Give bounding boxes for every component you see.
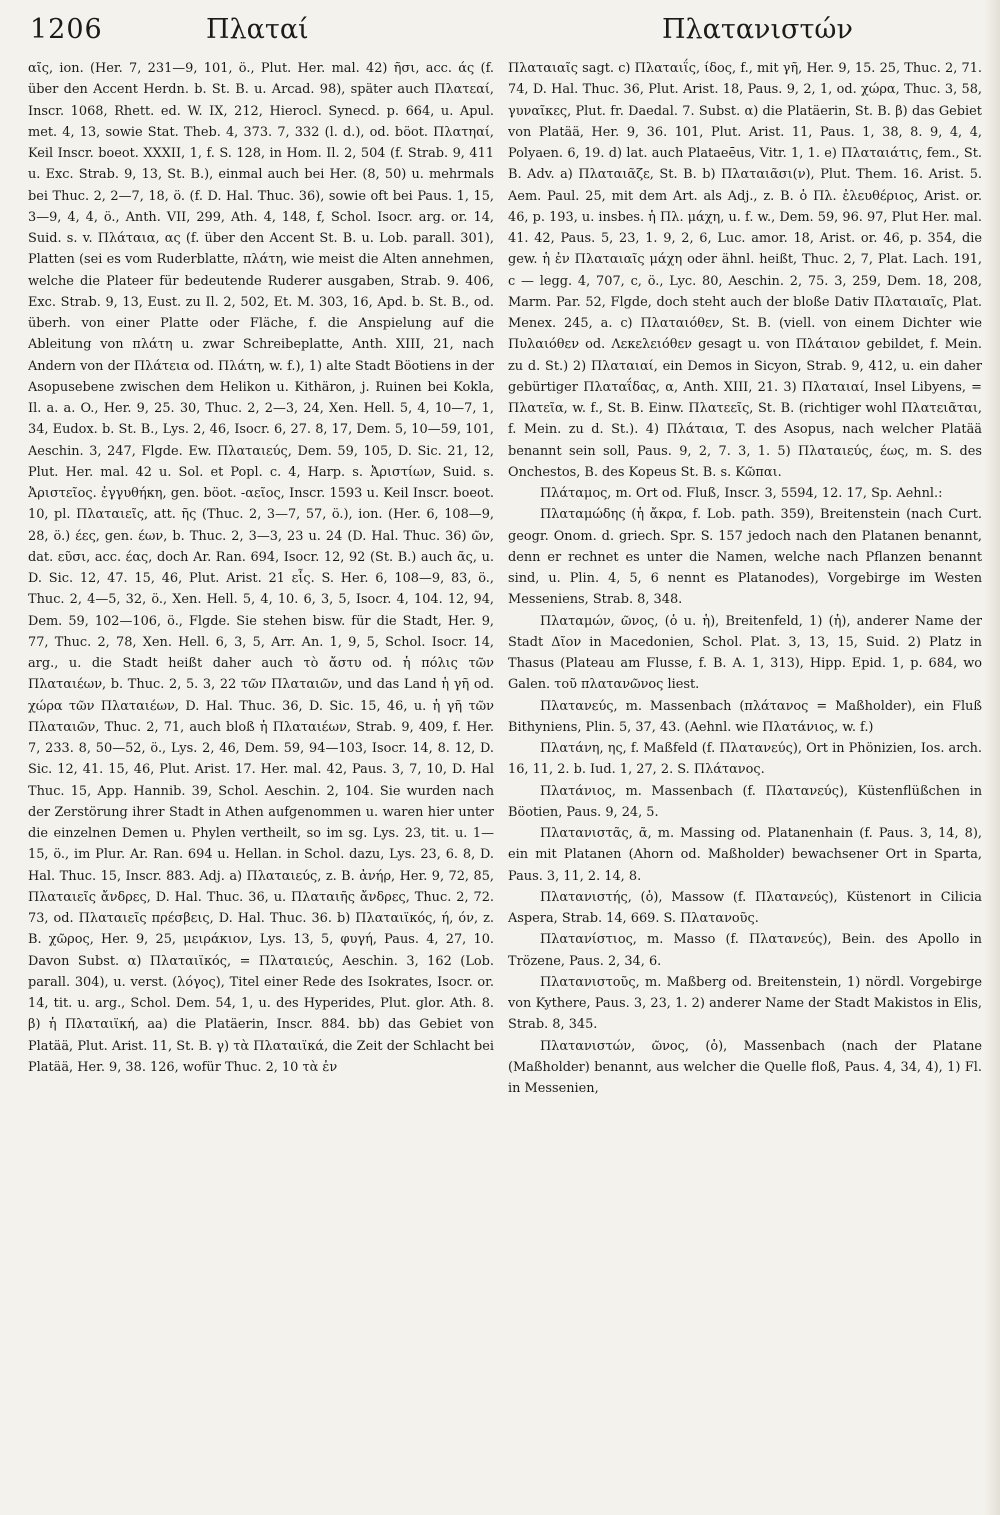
entry-platanistas: Πλατανιστᾶς, ᾶ, m. Massing od. Platanenhain (f. Paus. 3, 14, 8), ein mit Platanen (Ahorn od. Maßholder) bewachsener Ort in Sparta, Paus. 3, 11, 2. 14, 8. (508, 826, 982, 884)
page-header (30, 14, 980, 48)
entry-platanios: Πλατάνιος, m. Massenbach (f. Πλατανεύς), Küstenflüßchen in Böotien, Paus. 9, 24, 5. (508, 783, 982, 820)
page-number: 1206 (30, 14, 103, 45)
left-running-headword: Πλαταί (206, 14, 309, 45)
entry-platanistios: Πλατανίστιος, m. Masso (f. Πλατανεύς), Bein. des Apollo in Trözene, Paus. 2, 34, 6. (508, 932, 982, 969)
entry-platamodes: Πλαταμώδης (ἡ ἄκρα, f. Lob. path. 359), Breitenstein (nach Curt. geogr. Onom. d. griech. Spr. S. 157 jedoch nach den Platanen benannt, denn er rechnet es unter die Namen, welche nach Pflanzen benannt sind, u. Plin. 4, 5, 6 nennt es Platanodes), Vorgebirge im Westen Messeniens, Strab. 8, 348. (508, 507, 982, 608)
right-column (508, 58, 982, 1501)
entry-plataniston: Πλατανιστών, ῶνος, (ὁ), Massenbach (nach der Platane (Maßholder) benannt, aus welcher die Quelle floß, Paus. 4, 34, 4), 1) Fl. in Messenien, (508, 1038, 982, 1096)
page-edge-shadow (984, 0, 1000, 1515)
entry-text: αῖς, ion. (Her. 7, 231—9, 101, ö., Plut. Her. mal. 42) ῆσι, acc. άς (f. über den Accent Herdn. b. St. B. u. Arcad. 98), später auch Πλατεαί, Inscr. 1068, Rhett. ed. W. IX, 212, Hierocl. Synecd. p. 664, u. Apul. met. 4, 13, sowie Stat. Theb. 4, 373. 7, 332 (l. d.), od. böot. Πλατηαί, Keil Inscr. boeot. XXXII, 1, f. S. 128, in Hom. Il. 2, 504 (f. Strab. 9, 411 u. Exc. Strab. 9, 13, St. B.), einmal auch bei Her. (8, 50) u. mehrmals bei Thuc. 2, 2—7, 18, ö. (f. D. Hal. Thuc. 36), sowie oft bei Paus. 1, 15, 3—9, 4, 4, ö., Anth. VII, 299, Ath. 4, 148, f, Schol. Isocr. arg. or. 14, Suid. s. v. Πλάταια, ας (f. über den Accent St. B. u. Lob. parall. 301), Platten (sei es vom Ruderblatte, πλάτη, wie meist die Alten annehmen, welche die Plateer für bedeutende Ruderer ausgaben, Strab. 9. 406, Exc. Strab. 9, 13, Eust. zu Il. 2, 502, Et. M. 303, 16, Apd. b. St. B., od. überh. von einer Platte oder Fläche, f. die Anspielung auf die Ableitung von πλάτη u. zwar Schreibeplatte, Anth. XIII, 21, nach Andern von der Πλάτεια od. Πλάτη, w. f.), 1) alte Stadt Böotiens in der Asopusebene zwischen dem Helikon u. Kithäron, j. Ruinen bei Kokla, Il. a. a. O., Her. 9, 25. 30, Thuc. 2, 2—3, 24, Xen. Hell. 5, 4, 10—7, 1, 34, Eudox. b. St. B., Lys. 2, 46, Isocr. 6, 27. 8, 17, Dem. 5, 10—59, 101, Aeschin. 3, 247, Flgde. Ew. Πλαταιεύς, Dem. 59, 105, D. Sic. 21, 12, Plut. Her. mal. 42 u. Sol. et Popl. c. 4, Harp. s. Ἀριστίων, Suid. s. Ἀριστεῖος. ἐγγυθήκη, gen. böot. -αεῖος, Inscr. 1593 u. Keil Inscr. boeot. 10, pl. Πλαταιεῖς, att. ῆς (Thuc. 2, 3—7, 57, ö.), ion. (Her. 6, 108—9, 28, ö.) έες, gen. έων, b. Thuc. 2, 3—3, 23 u. 24 (D. Hal. Thuc. 36) ῶν, dat. εῦσι, acc. έας, doch Ar. Ran. 694, Isocr. 12, 92 (St. B.) auch ᾶς, u. D. Sic. 12, 47. 15, 46, Plut. Arist. 21 εἶς. S. Her. 6, 108—9, 83, ö., Thuc. 2, 4—5, 32, ö., Xen. Hell. 5, 4, 10. 6, 3, 5, Isocr. 4, 104. 12, 94, Dem. 59, 102—106, ö., Flgde. Sie stehen bisw. für die Stadt, Her. 9, 77, Thuc. 2, 78, Xen. Hell. 6, 3, 5, Arr. An. 1, 9, 5, Schol. Isocr. 14, arg., u. die Stadt heißt daher auch τὸ ἄστυ od. ἡ πόλις τῶν Πλαταιέων, b. Thuc. 2, 5. 3, 22 τῶν Πλαταιῶν, und das Land ἡ γῆ od. χώρα τῶν Πλαταιέων, D. Hal. Thuc. 36, D. Sic. 15, 46, u. ἡ γῆ τῶν Πλαταιῶν, Thuc. 2, 71, auch bloß ἡ Πλαταιέων, Strab. 9, 409, f. Her. 7, 233. 8, 50—52, ö., Lys. 2, 46, Dem. 59, 94—103, Isocr. 14, 8. 12, D. Sic. 12, 41. 15, 46, Plut. Arist. 17. Her. mal. 42, Paus. 3, 7, 10, D. Hal Thuc. 15, App. Hannib. 39, Schol. Aeschin. 2, 104. Sie wurden nach der Zerstörung ihrer Stadt in Athen aufgenommen u. waren hier unter die einzelnen Demen u. Phylen vertheilt, so im sg. Lys. 23, tit. u. 1—15, ö., im Plur. Ar. Ran. 694 u. Hellan. in Schol. dazu, Lys. 23, 6. 8, D. Hal. Thuc. 15, Inscr. 883. Adj. a) Πλαταιεύς, z. B. ἀνήρ, Her. 9, 72, 85, Πλαταιεῖς ἄνδρες, D. Hal. Thuc. 36, u. Πλαταιῆς ἄνδρες, Thuc. 2, 72. 73, od. Πλαταιεῖς πρέσβεις, D. Hal. Thuc. 36. b) Πλαταιϊκός, ή, όν, z. B. χῶρος, Her. 9, 25, μειράκιον, Lys. 13, 5, φυγή, Paus. 4, 27, 10. Davon Subst. α) Πλαταιϊκός, = Πλαταιεύς, Aeschin. 3, 162 (Lob. parall. 304), u. verst. (λόγος), Titel einer Rede des Isokrates, Isocr. or. 14, tit. u. arg., Schol. Dem. 54, 1, u. des Hyperides, Plut. glor. Ath. 8. β) ἡ Πλαταιϊκή, aa) die Platäerin, Inscr. 884. bb) das Gebiet von Platää, Plut. Arist. 11, St. B. γ) τὰ Πλαταιϊκά, die Zeit der Schlacht bei Platää, Her. 9, 38. 126, wofür Thuc. 2, 10 τὰ ἐν (28, 61, 494, 1075)
left-column (28, 58, 494, 1501)
entry-platanistes: Πλατανιστής, (ὁ), Massow (f. Πλατανεύς), Küstenort in Cilicia Aspera, Strab. 14, 669. S. Πλατανοῦς. (508, 889, 982, 926)
entry-platamos: Πλάταμος, m. Ort od. Fluß, Inscr. 3, 5594, 12. 17, Sp. Aehnl.: (540, 486, 943, 501)
entry-platanistous: Πλατανιστοῦς, m. Maßberg od. Breitenstein, 1) nördl. Vorgebirge von Kythere, Paus. 3, 23, 1. 2) anderer Name der Stadt Makistos in Elis, Strab. 8, 345. (508, 974, 982, 1033)
entry-text: Πλαταιαῖς sagt. c) Πλαταιΐς, ίδος, f., mit γῆ, Her. 9, 15. 25, Thuc. 2, 71. 74, D. Hal. Thuc. 36, Plut. Arist. 18, Paus. 9, 2, 1, od. χώρα, Thuc. 3, 58, γυναῖκες, Plut. fr. Daedal. 7. Subst. α) die Platäerin, St. B. β) das Gebiet von Platää, Her. 9, 36. 101, Plut. Arist. 11, Paus. 1, 38, 8. 9, 4, 4, Polyaen. 6, 19. d) lat. auch Plataeēus, Vitr. 1, 1. e) Πλαταιάτις, fem., St. B. Adv. a) Πλαταιᾶζε, St. B. b) Πλαταιᾶσι(ν), Plut. Them. 16. Arist. 5. Aem. Paul. 25, mit dem Art. als Adj., z. B. ὁ Πλ. ἐλευθέριος, Arist. or. 46, p. 193, u. insbes. ἡ Πλ. μάχη, u. f. w., Dem. 59, 96. 97, Plut Her. mal. 41. 42, Paus. 5, 23, 1. 9, 2, 6, Luc. amor. 18, Arist. or. 46, p. 354, die gew. ἡ ἐν Πλαταιαῖς μάχη oder ähnl. heißt, Thuc. 2, 7, Plat. Lach. 191, c — legg. 4, 707, c, ö., Lyc. 80, Aeschin. 2, 75. 3, 259, Dem. 18, 208, Marm. Par. 52, Flgde, doch steht auch der bloße Dativ Πλαταιαῖς, Plat. Menex. 245, a. c) Πλαταιόθεν, St. B. (viell. von einem Dichter wie Πυλαιόθεν od. Λεκελειόθεν gesagt u. von Πλάταιον gebildet, f. Mein. zu d. St.) 2) Πλαταιαί, ein Demos in Sicyon, Strab. 9, 412, u. ein daher gebürtiger Πλαταΐδας, α, Anth. XIII, 21. 3) Πλαταιαί, Insel Libyens, = Πλατεῖα, w. f., St. B. Einw. Πλατεεῖς, St. B. (richtiger wohl Πλατειᾶται, f. Mein. zu d. St.). 4) Πλάταια, T. des Asopus, nach welcher Platää benannt sein soll, Paus. 9, 2, 7. 3, 1. 5) Πλαταιεύς, έως, m. S. des Onchestos, B. des Kopeus St. B. s. Κῶπαι. (508, 61, 982, 480)
entry-platane: Πλατάνη, ης, f. Maßfeld (f. Πλατανεύς), Ort in Phönizien, Ios. arch. 16, 11, 2. b. Iud. 1, 27, 2. S. Πλάτανος. (508, 741, 982, 778)
entry-plataneus: Πλατανεύς, m. Massenbach (πλάτανος = Maßholder), ein Fluß Bithyniens, Plin. 5, 37, 43. (Aehnl. wie Πλατάνιος, w. f.) (508, 698, 982, 735)
right-running-headword: Πλατανιστών (662, 14, 853, 45)
entry-platamon: Πλαταμών, ῶνος, (ὁ u. ἡ), Breitenfeld, 1) (ἡ), anderer Name der Stadt Δῖον in Macedonien, Schol. Plat. 3, 13, 15, Suid. 2) Platz in Thasus (Plateau am Flusse, f. B. A. 1, 313), Hipp. Epid. 1, p. 684, wo Galen. τοῦ πλατανῶνος liest. (508, 613, 982, 693)
